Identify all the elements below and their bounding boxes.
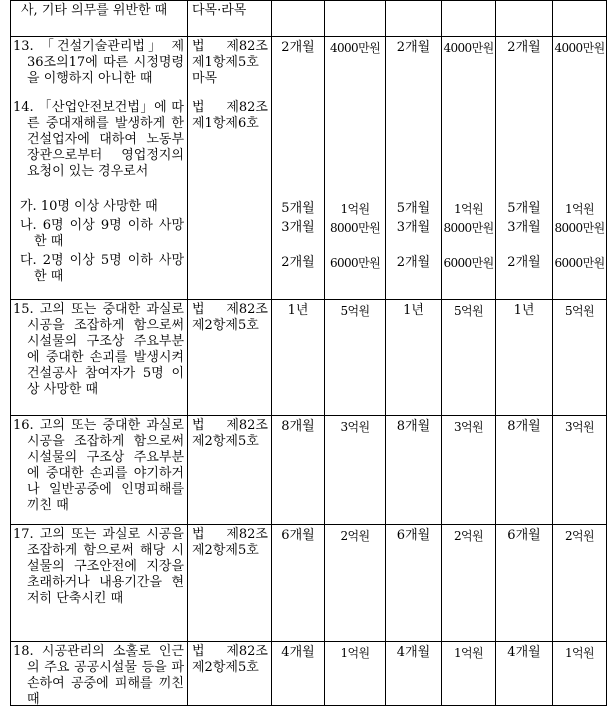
fine-amount-cell: 2억원 [442,525,496,641]
table-row [11,299,607,415]
fine-amount-cell: 1억원 [553,198,607,217]
table-row-main [11,1,607,36]
suspension-period-cell: 2개월 [272,252,325,299]
violation-subitem-cell: 다. 2명 이상 5명 이하 사망한 때 [11,252,188,299]
legal-basis-cell [188,525,272,641]
table-row [11,36,607,98]
suspension-period-cell: 2개월 [496,252,553,299]
legal-basis-line: 제2항제5호 [192,318,259,333]
suspension-period-cell: 3개월 [386,217,442,252]
law-table [10,0,607,706]
table-row-main [11,98,607,198]
fine-amount-cell [442,98,496,198]
suspension-period-cell [272,98,325,198]
violation-cell: 15. 고의 또는 중대한 과실로 시공을 조잡하게 함으로써 시설물의 구조상 주요부분에 중대한 손괴를 발생시켜 건설공사 참여자가 5명 이상 사망한 때 [11,300,188,415]
suspension-period-cell: 8개월 [386,416,442,524]
suspension-period-cell: 2개월 [272,37,325,98]
suspension-period-cell: 1년 [496,300,553,415]
legal-basis-cell [188,37,272,98]
suspension-period-cell: 8개월 [272,416,325,524]
legal-basis-line: 제1항제6호 [192,116,259,131]
fine-amount-cell: 5억원 [553,300,607,415]
legal-basis-line: 제2항제5호 [192,660,259,675]
table-row [11,641,607,706]
legal-basis-line: 법 제82조 [192,100,268,115]
legal-basis-cell [188,198,272,217]
legal-basis-line: 법 제82조 [192,39,268,54]
table-row-main [11,300,607,415]
fine-amount-cell: 5억원 [325,300,386,415]
legal-basis-cell [188,217,272,252]
suspension-period-cell: 3개월 [272,217,325,252]
legal-basis-cell [188,1,272,36]
table-subrow [11,252,607,299]
fine-amount-cell [325,1,386,36]
fine-amount-cell [442,1,496,36]
fine-amount-cell: 3억원 [442,416,496,524]
violation-cell: 13. 「건설기술관리법」 제36조의17에 따른 시정명령을 이행하지 아니한 때 [11,37,188,98]
legal-basis-line: 법 제82조 [192,418,268,433]
fine-amount-cell: 1억원 [442,642,496,706]
legal-basis-line: 제2항제5호 [192,434,259,449]
legal-basis-line: 다목·라목 [192,3,247,18]
table-row [11,415,607,524]
suspension-period-cell [272,1,325,36]
fine-amount-cell: 2억원 [325,525,386,641]
fine-amount-cell: 8000만원 [442,217,496,252]
table-row-main [11,37,607,98]
fine-amount-cell: 4000만원 [442,37,496,98]
fine-amount-cell [553,1,607,36]
fine-amount-cell: 4000만원 [325,37,386,98]
suspension-period-cell: 6개월 [272,525,325,641]
table-row [11,98,607,299]
legal-basis-cell [188,642,272,706]
suspension-period-cell: 5개월 [272,198,325,217]
table-row-main [11,642,607,706]
fine-amount-cell: 1억원 [442,198,496,217]
fine-amount-cell: 6000만원 [442,252,496,299]
fine-amount-cell: 1억원 [325,198,386,217]
suspension-period-cell: 6개월 [496,525,553,641]
suspension-period-cell: 2개월 [386,252,442,299]
fine-amount-cell: 5억원 [442,300,496,415]
legal-basis-cell [188,252,272,299]
fine-amount-cell: 3억원 [325,416,386,524]
violation-cell: 18. 시공관리의 소홀로 인근의 주요 공공시설물 등을 파손하여 공중에 피해를 끼친 때 [11,642,188,706]
legal-basis-line: 법 제82조 [192,527,268,542]
violation-subitem-cell: 나. 6명 이상 9명 이하 사망한 때 [11,217,188,252]
legal-basis-cell [188,416,272,524]
legal-basis-line: 제1항제5호 [192,55,259,70]
table-subrow [11,217,607,252]
suspension-period-cell: 4개월 [496,642,553,706]
fine-amount-cell: 1억원 [553,642,607,706]
suspension-period-cell: 5개월 [496,198,553,217]
legal-basis-line: 법 제82조 [192,302,268,317]
legal-basis-line: 법 제82조 [192,644,268,659]
suspension-period-cell: 2개월 [496,37,553,98]
fine-amount-cell [553,98,607,198]
legal-basis-cell [188,300,272,415]
suspension-period-cell: 4개월 [386,642,442,706]
suspension-period-cell: 8개월 [496,416,553,524]
fine-amount-cell: 6000만원 [553,252,607,299]
fine-amount-cell: 3억원 [553,416,607,524]
violation-subitem-cell: 가. 10명 이상 사망한 때 [11,198,188,217]
fine-amount-cell: 4000만원 [553,37,607,98]
violation-cell: 사, 기타 의무를 위반한 때 [11,1,188,36]
suspension-period-cell: 6개월 [386,525,442,641]
suspension-period-cell [386,98,442,198]
suspension-period-cell: 4개월 [272,642,325,706]
legal-basis-line: 제2항제5호 [192,543,259,558]
suspension-period-cell: 3개월 [496,217,553,252]
suspension-period-cell: 1년 [386,300,442,415]
fine-amount-cell: 1억원 [325,642,386,706]
fine-amount-cell [325,98,386,198]
violation-cell: 14. 「산업안전보건법」에 따른 중대재해를 발생하게 한 건설업자에 대하여 노동부장관으로부터 영업정지의 요청이 있는 경우로서 [11,98,188,198]
fine-amount-cell: 6000만원 [325,252,386,299]
table-row-main [11,525,607,641]
table-row [11,524,607,641]
table-subrow [11,198,607,217]
table-row-main [11,416,607,524]
table-row [11,1,607,36]
legal-basis-line: 마목 [192,71,218,86]
suspension-period-cell [386,1,442,36]
suspension-period-cell [496,98,553,198]
suspension-period-cell [496,1,553,36]
legal-basis-cell [188,98,272,198]
suspension-period-cell: 5개월 [386,198,442,217]
fine-amount-cell: 8000만원 [325,217,386,252]
fine-amount-cell: 2억원 [553,525,607,641]
violation-cell: 16. 고의 또는 중대한 과실로 시공을 조잡하게 함으로써 시설물의 구조상 주요부분에 중대한 손괴를 야기하거나 일반공중에 인명피해를 끼친 때 [11,416,188,524]
violation-cell: 17. 고의 또는 과실로 시공을 조잡하게 함으로써 해당 시설물의 구조안전에 지장을 초래하거나 내용기간을 현저히 단축시킨 때 [11,525,188,641]
fine-amount-cell: 8000만원 [553,217,607,252]
suspension-period-cell: 2개월 [386,37,442,98]
suspension-period-cell: 1년 [272,300,325,415]
